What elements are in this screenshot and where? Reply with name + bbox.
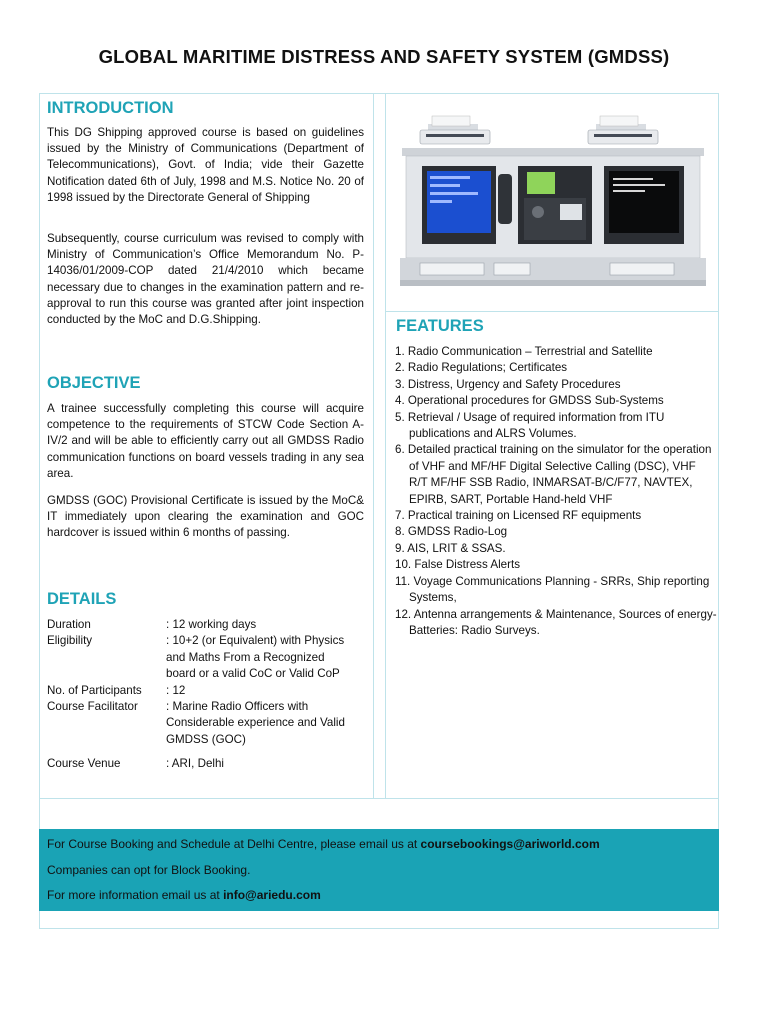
- details-label: Duration: [47, 618, 91, 631]
- list-item: 10. False Distress Alerts: [395, 558, 520, 572]
- booking-line-3: [47, 888, 321, 902]
- details-label: Course Facilitator: [47, 700, 138, 714]
- details-value: : ARI, Delhi: [166, 757, 224, 771]
- list-item: 12. Antenna arrangements & Maintenance, Sources of energy- Batteries: Radio Surveys.: [395, 607, 717, 637]
- details-value: : Marine Radio Officers with Considerable experience and Valid GMDSS (GOC): [166, 700, 345, 746]
- info-email-link[interactable]: info@ariedu.com: [223, 888, 321, 902]
- objective-heading: OBJECTIVE: [47, 374, 141, 392]
- objective-paragraph-1: A trainee successfully completing this course will acquire competence to the requirements of STCW Code Section A-IV/2 and will be able to efficiently carry out all GMDSS Radio communication functions on board vessels trading in any sea area.: [47, 402, 364, 480]
- list-item: 6. Detailed practical training on the simulator for the operation of VHF and MF/HF Digital Selective Calling (DSC), VHF R/T MF/HF SSB Radio, INMARSAT-B/C/F77, NAVTEX, EPIRB, SART, Portable Hand-held VHF: [395, 443, 712, 506]
- list-item: 1. Radio Communication – Terrestrial and Satellite: [395, 345, 653, 358]
- booking-line-1-text: For Course Booking and Schedule at Delhi Centre, please email us at: [47, 837, 421, 851]
- list-item: 8. GMDSS Radio-Log: [395, 525, 508, 539]
- booking-line-2: Companies can opt for Block Booking.: [47, 863, 251, 877]
- introduction-paragraph-2: Subsequently, course curriculum was revised to comply with Ministry of Communication’s Office Memorandum No. P-14036/01/2009-COP dated 21/4/2010 which became necessary due to changes in the examination pattern and re-approval to run this course was granted after joint inspection conducted by the MoC and D.G.Shipping.: [47, 232, 364, 327]
- features-heading: FEATURES: [396, 317, 484, 335]
- details-label: No. of Participants: [47, 683, 142, 697]
- list-item: 11. Voyage Communications Planning - SRRs, Ship reporting Systems,: [395, 574, 710, 605]
- list-item: 3. Distress, Urgency and Safety Procedures: [395, 377, 621, 391]
- keyboard-left-icon: [420, 263, 484, 275]
- image-divider: [385, 311, 719, 312]
- list-item: 5. Retrieval / Usage of required information from ITU publications and ALRS Volumes.: [395, 410, 665, 441]
- booking-email-link[interactable]: coursebookings@ariworld.com: [420, 837, 600, 851]
- details-table: [47, 617, 367, 773]
- list-item: 4. Operational procedures for GMDSS Sub-Systems: [395, 394, 664, 408]
- details-label: Eligibility: [47, 634, 93, 648]
- booking-line-3-text: For more information email us at: [47, 888, 224, 902]
- booking-line-1: [47, 837, 600, 851]
- details-value: : 10+2 (or Equivalent) with Physics and Maths From a Recognized board or a valid CoC or Valid CoP: [166, 634, 345, 681]
- printer-left-icon: [420, 116, 490, 144]
- details-row: [47, 683, 367, 699]
- list-item: 2. Radio Regulations; Certificates: [395, 361, 568, 375]
- printer-right-icon: [588, 116, 658, 144]
- footer-divider: [39, 798, 719, 799]
- details-value: : 12 working days: [166, 618, 257, 631]
- details-label: Course Venue: [47, 757, 121, 771]
- keyboard-right-icon: [610, 263, 674, 275]
- column-divider-2: [385, 93, 386, 798]
- booking-banner: [39, 829, 719, 911]
- list-item: 7. Practical training on Licensed RF equipments: [395, 509, 642, 523]
- gmdss-simulator-photo: [398, 112, 708, 292]
- details-row: [47, 756, 367, 772]
- details-row: [47, 699, 367, 748]
- introduction-heading: INTRODUCTION: [47, 99, 174, 117]
- page-title: GLOBAL MARITIME DISTRESS AND SAFETY SYSTEM (GMDSS): [98, 46, 670, 67]
- features-list: [395, 344, 717, 639]
- list-item: 9. AIS, LRIT & SSAS.: [395, 541, 506, 555]
- details-value: : 12: [166, 683, 186, 697]
- objective-paragraph-2: GMDSS (GOC) Provisional Certificate is issued by the MoC& IT immediately upon clearing the examination and GOC hardcover is issued within 6 months of passing.: [47, 494, 364, 540]
- introduction-paragraph-1: This DG Shipping approved course is based on guidelines issued by the Ministry of Communications (Department of Telecommunications), Govt. of India; vide their Gazette Notification dated 6th of July, 1998 and M.S. Notice No. 20 of 1998 issued by the Directorate General of Shipping: [47, 126, 364, 204]
- column-divider: [373, 93, 374, 798]
- details-row: [47, 617, 367, 633]
- handset-icon: [498, 174, 512, 224]
- details-heading: DETAILS: [47, 590, 117, 608]
- details-row: [47, 633, 367, 682]
